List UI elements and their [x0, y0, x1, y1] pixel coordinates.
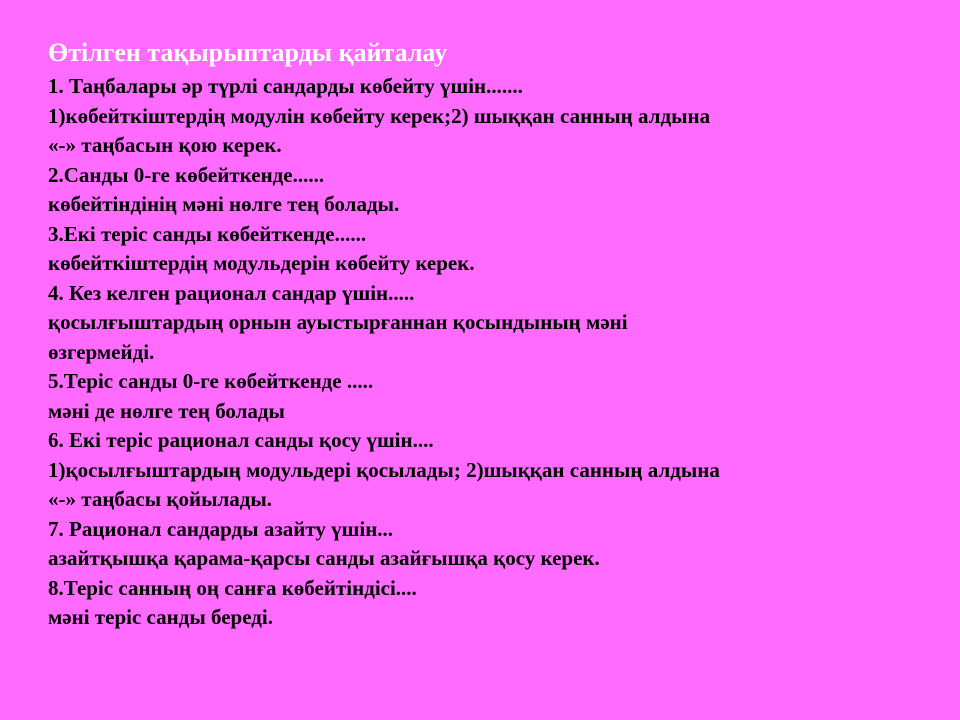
text-line: «-» таңбасы қойылады.: [48, 487, 273, 511]
text-line: өзгермейді.: [48, 339, 155, 364]
text-line: «-» таңбасын қою керек.: [48, 133, 282, 157]
text-line: 5.Теріс санды 0-ге көбейткенде .....: [48, 369, 374, 393]
text-line: 8.Теріс санның оң санға көбейтіндісі....: [48, 575, 417, 600]
text-line: 6. Екі теріс рационал санды қосу үшін....: [48, 428, 434, 452]
text-line: 1. Таңбалары әр түрлі сандарды көбейту үшін.......: [48, 74, 523, 98]
slide-title: Өтілген тақырыптарды қайталау: [48, 38, 448, 67]
text-line: көбейткіштердің модульдерін көбейту керек.: [48, 251, 475, 275]
slide-content: [48, 34, 938, 633]
text-line: 1)қосылғыштардың модульдері қосылады; 2)шыққан санның алдына: [48, 457, 720, 482]
text-line: 1)көбейткіштердің модулін көбейту керек;2) шыққан санның алдына: [48, 103, 711, 128]
text-line: 3.Екі теріс санды көбейткенде......: [48, 221, 367, 246]
text-line: 2.Санды 0-ге көбейткенде......: [48, 162, 325, 187]
text-line: азайтқышқа қарама-қарсы санды азайғышқа қосу керек.: [48, 546, 600, 570]
text-line: мәні де нөлге тең болады: [48, 398, 285, 423]
text-line: қосылғыштардың орнын ауыстырғаннан қосындының мәні: [48, 310, 628, 334]
text-line: мәні теріс санды береді.: [48, 605, 273, 629]
text-line: көбейтіндінің мәні нөлге тең болады.: [48, 192, 400, 216]
text-line: 4. Кез келген рационал сандар үшін.....: [48, 280, 415, 305]
text-line: 7. Рационал сандарды азайту үшін...: [48, 516, 394, 541]
